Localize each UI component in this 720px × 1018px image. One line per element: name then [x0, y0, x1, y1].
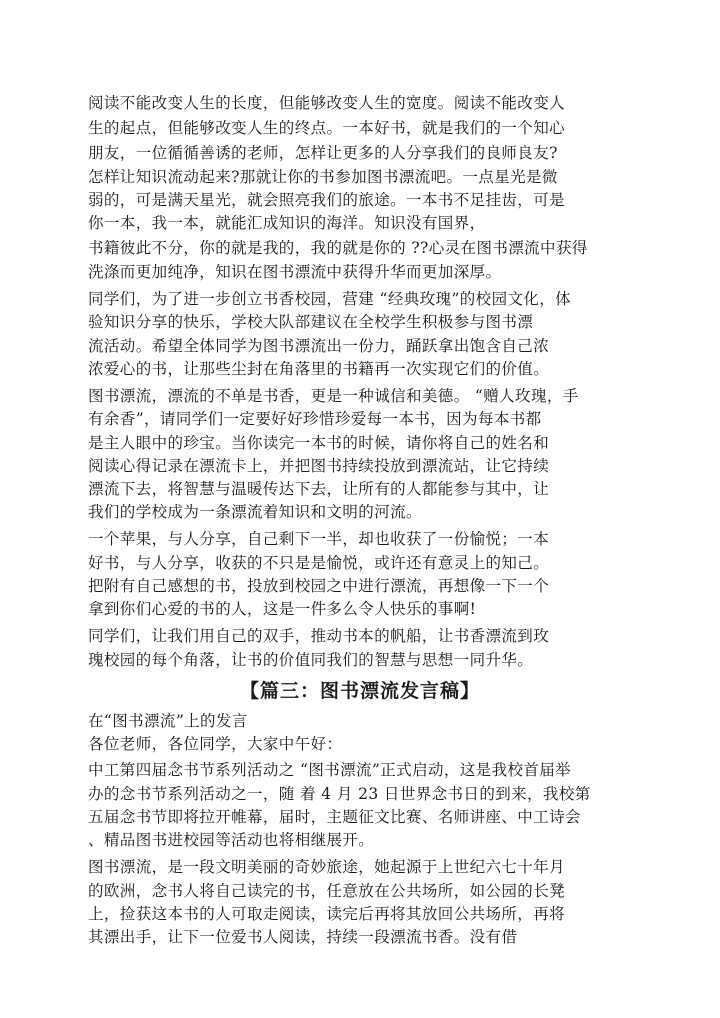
paragraph-line: 一个苹果，与人分享，自己剩下一半，却也收获了一份愉悦；一本 — [88, 530, 550, 548]
paragraph-line: 是主人眼中的珍宝。当你读完一本书的时候，请你将自己的姓名和 — [88, 434, 550, 452]
paragraph-line: 同学们，让我们用自己的双手，推动书本的帆船，让书香漂流到玫 — [88, 627, 550, 645]
paragraph-line: 有余香”，请同学们一定要好好珍惜珍爱每一本书，因为每本书都 — [88, 410, 542, 428]
paragraph-line: 浓爱心的书，让那些尘封在角落里的书籍再一次实现它们的价值。 — [88, 360, 550, 378]
paragraph-line: 我们的学校成为一条漂流着知识和文明的河流。 — [88, 503, 422, 521]
paragraph-line: 拿到你们心爱的书的人，这是一件多么令人快乐的事啊! — [88, 600, 477, 618]
paragraph-line: 中工第四届念书节系列活动之 “图书漂流”正式启动，这是我校首届举 — [88, 761, 572, 779]
paragraph-line: 同学们，为了进一步创立书香校园，营建 “经典玫瑰”的校园文化，体 — [88, 290, 572, 308]
paragraph-line: 洗涤而更加纯净，知识在图书漂流中获得升华而更加深厚。 — [88, 263, 502, 281]
paragraph-line: 朋友，一位循循善诱的老师，怎样让更多的人分享我们的良师良友? — [88, 144, 558, 162]
paragraph-line: 好书，与人分享，收获的不只是是愉悦，或许还有意灵上的知己。 — [88, 554, 550, 572]
paragraph-line: 的欧洲，念书人将自己读完的书，任意放在公共场所，如公园的长凳 — [88, 882, 566, 900]
paragraph-line: 弱的，可是满天星光，就会照亮我们的旅途。一本书不足挂齿，可是 — [88, 191, 566, 209]
paragraph-line: 图书漂流，漂流的不单是书香，更是一种诚信和美德。 “赠人玫瑰，手 — [88, 387, 579, 405]
paragraph-line: 其漂出手，让下一位爱书人阅读，持续一段漂流书香。没有借 — [88, 928, 518, 946]
paragraph-line: 、精品图书进校园等活动也将相继展开。 — [88, 831, 375, 849]
paragraph-line: 上，捡获这本书的人可取走阅读，读完后再将其放回公共场所，再将 — [88, 905, 566, 923]
paragraph-line: 验知识分享的快乐，学校大队部建议在全校学生积极参与图书漂 — [88, 313, 534, 331]
paragraph-line: 流活动。希望全体同学为图书漂流出一份力，踊跃拿出饱含自己浓 — [88, 337, 550, 355]
paragraph-line: 把附有自己感想的书，投放到校园之中进行漂流，再想像一下一个 — [88, 577, 550, 595]
paragraph-line: 漂流下去，将智慧与温暖传达下去，让所有的人都能参与其中，让 — [88, 480, 550, 498]
paragraph-line: 生的起点，但能够改变人生的终点。一本好书，就是我们的一个知心 — [88, 119, 566, 137]
paragraph-line: 办的念书节系列活动之一，随 着 4 月 23 日世界念书日的到来，我校第 — [88, 785, 591, 803]
paragraph-line: 瑰校园的每个角落，让书的价值同我们的智慧与思想一同升华。 — [88, 651, 534, 669]
paragraph-line: 五届念书节即将拉开帷幕，届时，主题征文比赛、名师讲座、中工诗会 — [88, 808, 581, 826]
paragraph-line: 图书漂流，是一段文明美丽的奇妙旅途，她起源于上世纪六七十年月 — [88, 858, 566, 876]
paragraph-line: 在“图书漂流”上的发言 — [88, 712, 248, 730]
paragraph-line: 阅读不能改变人生的长度，但能够改变人生的宽度。阅读不能改变人 — [88, 94, 566, 112]
paragraph-line: 你一本，我一本，就能汇成知识的海洋。知识没有国界， — [88, 214, 486, 232]
paragraph-line: 书籍彼此不分，你的就是我的，我的就是你的 ??心灵在图书漂流中获得 — [88, 239, 588, 257]
section-title: 【篇三：图书漂流发言稿】 — [239, 680, 480, 702]
paragraph-line: 各位老师，各位同学，大家中午好： — [88, 735, 343, 753]
paragraph-line: 阅读心得记录在漂流卡上，并把图书持续投放到漂流站，让它持续 — [88, 457, 550, 475]
paragraph-line: 怎样让知识流动起来?那就让你的书参加图书漂流吧。一点星光是微 — [88, 168, 558, 186]
